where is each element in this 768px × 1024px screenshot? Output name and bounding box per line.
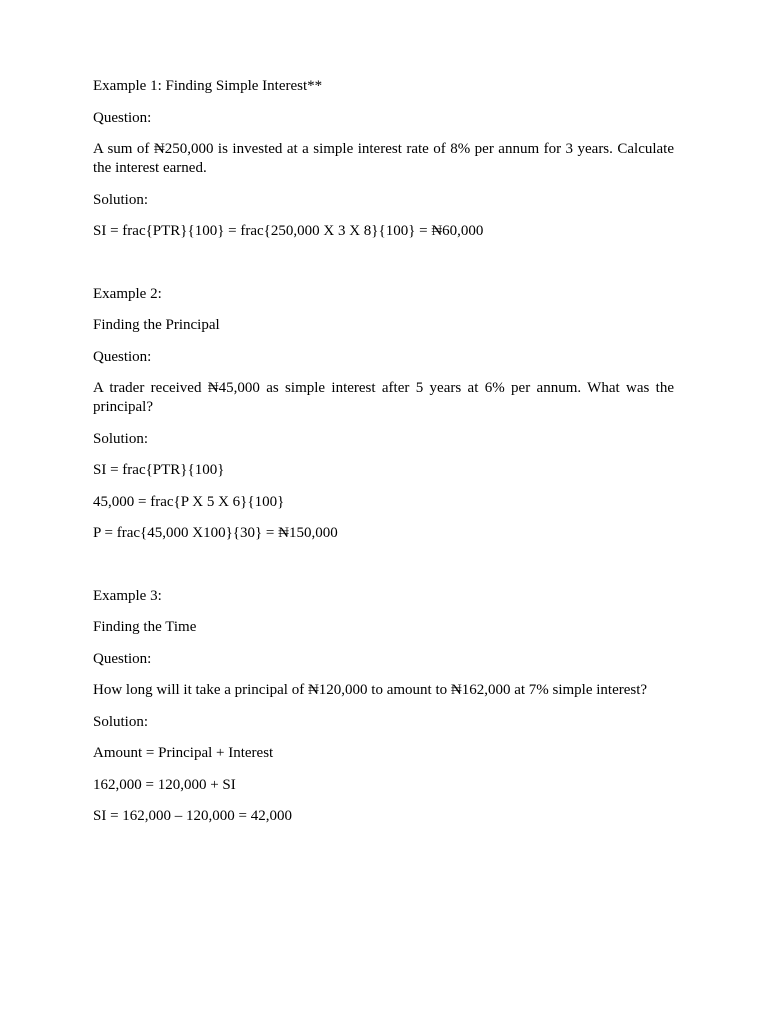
question-label: Question: bbox=[93, 348, 152, 365]
solution-label: Solution: bbox=[93, 191, 149, 208]
section-spacer bbox=[93, 254, 674, 285]
question-text: How long will it take a principal of ₦120,000 to amount to ₦162,000 at 7% simple interest? bbox=[93, 682, 648, 698]
section-spacer bbox=[93, 556, 674, 587]
example-heading: Example 3: bbox=[93, 587, 162, 604]
question-label: Question: bbox=[93, 109, 152, 126]
example-3 bbox=[93, 587, 674, 827]
solution-line: 162,000 = 120,000 + SI bbox=[93, 776, 236, 793]
solution-line: 45,000 = frac{P X 5 X 6}{100} bbox=[93, 493, 285, 510]
solution-line: SI = frac{PTR}{100} bbox=[93, 462, 225, 478]
example-heading: Example 2: bbox=[93, 285, 162, 302]
document-page bbox=[93, 77, 674, 839]
question-text: A sum of ₦250,000 is invested at a simple interest rate of 8% per annum for 3 years. Calculate the interest earned. bbox=[93, 141, 674, 176]
solution-line: SI = frac{PTR}{100} = frac{250,000 X 3 X 8}{100} = ₦60,000 bbox=[93, 223, 484, 239]
example-heading: Example 1: Finding Simple Interest** bbox=[93, 78, 323, 94]
solution-line: Amount = Principal + Interest bbox=[93, 745, 274, 761]
example-2 bbox=[93, 285, 674, 544]
solution-label: Solution: bbox=[93, 713, 149, 730]
example-subheading: Finding the Time bbox=[93, 619, 197, 635]
solution-line: SI = 162,000 – 120,000 = 42,000 bbox=[93, 808, 293, 824]
example-subheading: Finding the Principal bbox=[93, 317, 220, 333]
question-text: A trader received ₦45,000 as simple interest after 5 years at 6% per annum. What was the principal? bbox=[93, 380, 674, 415]
question-label: Question: bbox=[93, 650, 152, 667]
solution-line: P = frac{45,000 X100}{30} = ₦150,000 bbox=[93, 525, 338, 541]
solution-label: Solution: bbox=[93, 430, 149, 447]
example-1 bbox=[93, 77, 674, 241]
